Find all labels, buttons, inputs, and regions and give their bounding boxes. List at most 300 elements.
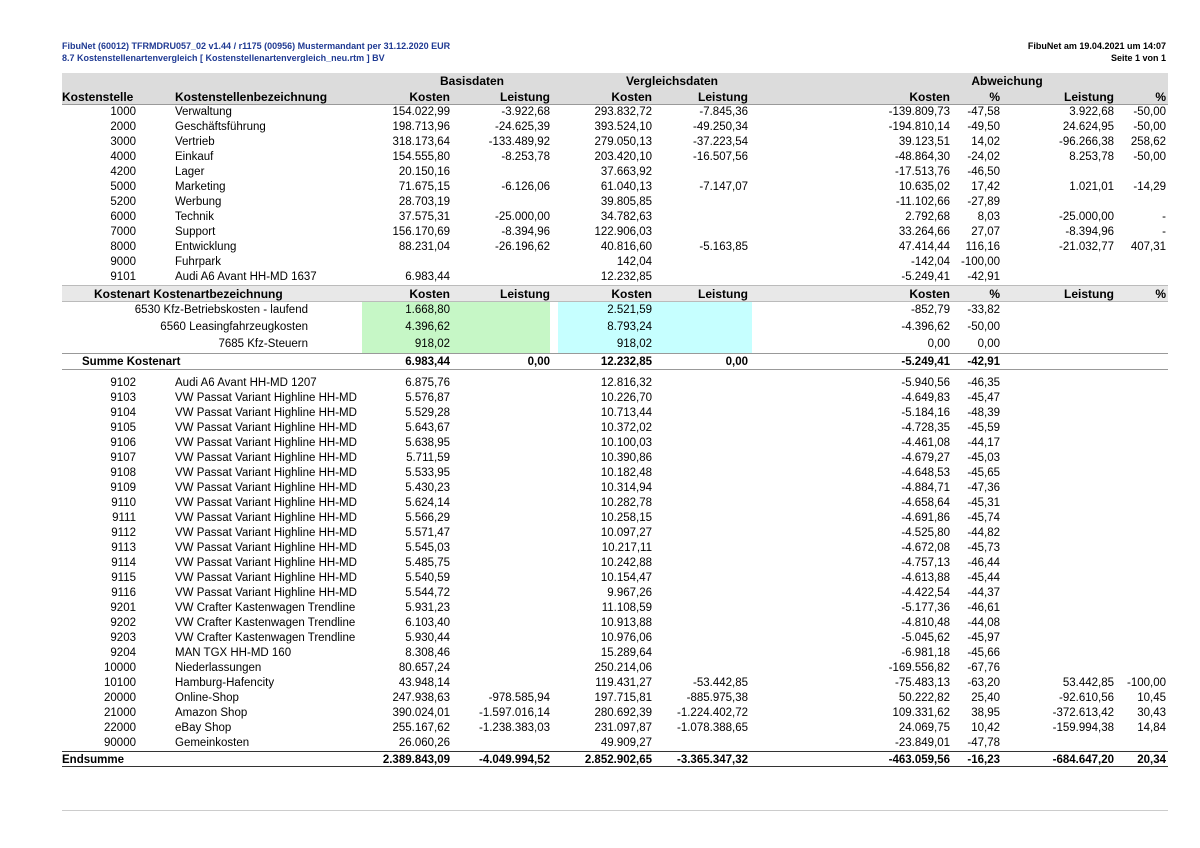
abw-kosten: -11.102,66 — [895, 196, 950, 208]
kostenstellen-rows-top — [62, 105, 1168, 285]
vergleich-leistung — [648, 195, 748, 210]
vergleich-kosten: 10.226,70 — [600, 392, 652, 404]
basis-leistung — [450, 511, 550, 526]
basis-kosten: 255.167,62 — [392, 722, 450, 734]
table-row — [62, 526, 1168, 541]
basis-kosten: 20.150,16 — [398, 166, 450, 178]
vergleich-leistung: -1.224.402,72 — [677, 707, 748, 719]
abw-pct: 38,95 — [971, 707, 1000, 719]
vergleich-kosten: 10.713,44 — [600, 407, 652, 419]
vergleich-leistung — [648, 526, 748, 541]
vergleich-kosten: 293.832,72 — [594, 106, 652, 118]
basis-kosten: 88.231,04 — [398, 241, 450, 253]
basis-leistung — [450, 616, 550, 631]
table-row — [62, 676, 1168, 691]
table-row — [62, 631, 1168, 646]
kst-bezeichnung: VW Crafter Kastenwagen Trendline — [175, 602, 356, 614]
abw-kosten: -4.461,08 — [901, 437, 950, 449]
table-row — [62, 391, 1168, 406]
abw-leistung: 1.021,01 — [1069, 181, 1114, 193]
abw-leistung — [1010, 436, 1114, 451]
basis-kosten: 5.711,59 — [406, 452, 450, 464]
kst-number: 21000 — [104, 707, 136, 719]
table-row — [62, 210, 1168, 225]
table-row — [62, 481, 1168, 496]
ka-col-vergleich-leistung: Leistung — [698, 287, 748, 301]
abw-leistung — [1010, 616, 1114, 631]
vergleich-kosten: 393.524,10 — [594, 121, 652, 133]
abw-leistung-pct: -100,00 — [1126, 677, 1166, 689]
vergleich-kosten: 10.258,15 — [600, 512, 652, 524]
ka-abw-kosten: -852,79 — [910, 304, 950, 316]
kostenart-rows — [62, 302, 1168, 353]
kst-number: 9115 — [111, 572, 136, 584]
vergleich-kosten: 61.040,13 — [600, 181, 652, 193]
vergleich-leistung — [648, 210, 748, 225]
basis-leistung: -3.922,68 — [501, 106, 550, 118]
report-header-right-2: Seite 1 von 1 — [1110, 53, 1166, 63]
basis-kosten: 6.103,40 — [405, 617, 450, 629]
abw-leistung-pct: -50,00 — [1133, 121, 1166, 133]
ka-col-abw-pct: % — [989, 287, 1000, 301]
abw-pct: 8,03 — [977, 211, 1000, 223]
kst-number: 4000 — [110, 151, 136, 163]
kst-bezeichnung: Entwicklung — [175, 241, 237, 253]
basis-kosten: 5.566,29 — [405, 512, 450, 524]
abw-leistung — [1010, 736, 1114, 751]
abw-leistung — [1010, 376, 1114, 391]
abw-pct: -46,35 — [967, 377, 1000, 389]
report-header-left-2: 8.7 Kostenstellenartenvergleich [ Kostenstellenartenvergleich_neu.rtm ] BV — [62, 53, 385, 63]
abw-kosten: -5.184,16 — [901, 407, 950, 419]
vergleich-kosten: 39.805,85 — [600, 196, 652, 208]
vergleich-leistung: -1.078.388,65 — [677, 722, 748, 734]
abw-leistung-pct — [1114, 646, 1166, 661]
abw-pct: 10,42 — [971, 722, 1000, 734]
ka-basis-kosten: 918,02 — [362, 336, 550, 353]
abw-pct: -45,03 — [967, 452, 1000, 464]
abw-kosten: 39.123,51 — [898, 136, 950, 148]
vergleich-leistung — [648, 421, 748, 436]
abw-pct: -47,78 — [967, 737, 1000, 749]
ka-abw-kosten: -4.396,62 — [901, 321, 950, 333]
ka-abw-pct: 0,00 — [977, 338, 1000, 350]
basis-leistung — [450, 526, 550, 541]
abw-pct: -45,97 — [967, 632, 1000, 644]
table-row — [62, 376, 1168, 391]
basis-kosten: 5.540,59 — [405, 572, 450, 584]
abw-leistung: 3.922,68 — [1069, 106, 1114, 118]
report-header-right-1: FibuNet am 19.04.2021 um 14:07 — [1027, 41, 1166, 51]
abw-kosten: -4.649,83 — [901, 392, 950, 404]
abw-kosten: -4.648,53 — [901, 467, 950, 479]
ka-basis-kosten: 1.668,80 — [362, 302, 550, 319]
table-row — [62, 646, 1168, 661]
vergleich-kosten: 10.217,11 — [601, 542, 652, 554]
col-basis-kosten: Kosten — [409, 90, 450, 104]
endsumme-row — [62, 751, 1168, 767]
vergleich-kosten: 11.108,59 — [601, 602, 652, 614]
abw-pct: 27,07 — [971, 226, 1000, 238]
abw-leistung — [1010, 466, 1114, 481]
abw-leistung-pct — [1114, 556, 1166, 571]
kst-number: 8000 — [110, 241, 136, 253]
summe-basis-leistung: 0,00 — [527, 356, 550, 368]
basis-kosten: 198.713,96 — [392, 121, 450, 133]
vergleich-kosten: 10.282,78 — [600, 497, 652, 509]
abw-leistung — [1010, 195, 1114, 210]
abw-leistung-pct — [1114, 270, 1166, 285]
summe-abw-kosten: -5.249,41 — [901, 356, 950, 368]
vergleich-kosten: 10.314,94 — [600, 482, 652, 494]
kst-number: 22000 — [104, 722, 136, 734]
kst-number: 9104 — [110, 407, 136, 419]
endsumme-abw-leistung-pct: 20,34 — [1137, 754, 1166, 766]
kst-number: 9204 — [110, 647, 136, 659]
vergleich-leistung — [648, 586, 748, 601]
kst-bezeichnung: VW Passat Variant Highline HH-MD — [175, 527, 357, 539]
basis-leistung — [450, 661, 550, 676]
kst-number: 9114 — [111, 557, 136, 569]
vergleich-leistung: -49.250,34 — [693, 121, 748, 133]
vergleich-kosten: 250.214,06 — [594, 662, 652, 674]
vergleich-leistung — [648, 601, 748, 616]
basis-kosten: 5.545,03 — [405, 542, 450, 554]
abw-kosten: -48.864,30 — [895, 151, 950, 163]
vergleich-kosten: 122.906,03 — [594, 226, 652, 238]
table-row — [62, 541, 1168, 556]
abw-kosten: -5.940,56 — [901, 377, 950, 389]
kst-bezeichnung: VW Passat Variant Highline HH-MD — [175, 482, 357, 494]
kst-number: 9105 — [110, 422, 136, 434]
abw-kosten: -17.513,76 — [895, 166, 950, 178]
ka-abw-pct: -33,82 — [967, 304, 1000, 316]
abw-pct: -45,31 — [967, 497, 1000, 509]
abw-pct: -46,50 — [967, 166, 1000, 178]
abw-pct: -45,74 — [967, 512, 1000, 524]
vergleich-leistung — [648, 511, 748, 526]
kst-number: 2000 — [110, 121, 136, 133]
abw-pct: -45,47 — [967, 392, 1000, 404]
table-row — [62, 661, 1168, 676]
basis-kosten: 5.638,95 — [405, 437, 450, 449]
vergleich-kosten: 10.913,88 — [600, 617, 652, 629]
abw-leistung-pct: 258,62 — [1130, 136, 1166, 148]
abw-pct: -63,20 — [967, 677, 1000, 689]
kst-bezeichnung: VW Passat Variant Highline HH-MD — [175, 572, 357, 584]
kst-bezeichnung: Gemeinkosten — [175, 737, 250, 749]
abw-leistung-pct — [1114, 571, 1166, 586]
abw-leistung: -8.394,96 — [1065, 226, 1114, 238]
basis-leistung — [450, 165, 550, 180]
basis-leistung — [450, 601, 550, 616]
table-row — [62, 406, 1168, 421]
kst-number: 9113 — [111, 542, 136, 554]
kostenart-label: 6560 Leasingfahrzeugkosten — [160, 321, 308, 333]
basis-kosten: 5.931,23 — [405, 602, 450, 614]
abw-leistung-pct — [1114, 541, 1166, 556]
endsumme-vergleich-kosten: 2.852.902,65 — [584, 754, 652, 766]
kst-bezeichnung: VW Passat Variant Highline HH-MD — [175, 557, 357, 569]
kst-number: 20000 — [104, 692, 136, 704]
abw-kosten: -4.658,64 — [901, 497, 950, 509]
abw-kosten: -6.981,18 — [901, 647, 950, 659]
table-row — [62, 556, 1168, 571]
basis-leistung — [450, 481, 550, 496]
ka-basis-kosten: 4.396,62 — [362, 319, 550, 336]
table-row — [62, 165, 1168, 180]
table-row — [62, 150, 1168, 165]
kst-bezeichnung: Fuhrpark — [175, 256, 222, 268]
kst-bezeichnung: Marketing — [175, 181, 226, 193]
abw-kosten: 24.069,75 — [898, 722, 950, 734]
kst-number: 5200 — [110, 196, 136, 208]
ka-col-basis-kosten: Kosten — [409, 287, 450, 301]
abw-leistung — [1010, 526, 1114, 541]
basis-kosten: 318.173,64 — [392, 136, 450, 148]
col-abw-leistung-pct: % — [1155, 90, 1166, 104]
table-row — [62, 706, 1168, 721]
kostenart-row — [62, 302, 1168, 319]
abw-leistung — [1010, 586, 1114, 601]
abw-leistung: -372.613,42 — [1052, 707, 1114, 719]
basis-kosten: 28.703,19 — [398, 196, 450, 208]
abw-leistung — [1010, 270, 1114, 285]
kst-number: 9110 — [111, 497, 136, 509]
summe-kostenart-row — [62, 353, 1168, 370]
abw-kosten: -4.613,88 — [901, 572, 950, 584]
table-row — [62, 195, 1168, 210]
abw-leistung-pct: 10,45 — [1137, 692, 1166, 704]
summe-basis-kosten: 6.983,44 — [405, 356, 450, 368]
kst-number: 3000 — [110, 136, 136, 148]
vergleich-leistung — [648, 661, 748, 676]
col-bezeichnung: Kostenstellenbezeichnung — [175, 90, 328, 104]
abw-leistung — [1010, 165, 1114, 180]
col-vergleich-leistung: Leistung — [698, 90, 748, 104]
abw-pct: -27,89 — [967, 196, 1000, 208]
endsumme-abw-pct: -16,23 — [967, 754, 1000, 766]
abw-leistung-pct — [1114, 601, 1166, 616]
vergleich-leistung — [648, 481, 748, 496]
vergleich-kosten: 15.289,64 — [600, 647, 652, 659]
kst-bezeichnung: Technik — [175, 211, 214, 223]
abw-leistung: -21.032,77 — [1059, 241, 1114, 253]
abw-pct: -45,66 — [967, 647, 1000, 659]
abw-leistung-pct — [1114, 436, 1166, 451]
basis-kosten: 37.575,31 — [398, 211, 450, 223]
kst-bezeichnung: eBay Shop — [175, 722, 232, 734]
basis-leistung — [450, 270, 550, 285]
col-kostenstelle: Kostenstelle — [62, 90, 134, 104]
vergleich-kosten: 279.050,13 — [594, 136, 652, 148]
ka-vergleich-kosten: 8.793,24 — [558, 319, 752, 336]
abw-pct: -45,65 — [967, 467, 1000, 479]
kst-number: 4200 — [110, 166, 136, 178]
abw-leistung: 53.442,85 — [1062, 677, 1114, 689]
basis-leistung: -978.585,94 — [488, 692, 550, 704]
kst-bezeichnung: Einkauf — [175, 151, 214, 163]
abw-leistung-pct: - — [1162, 226, 1166, 238]
kst-bezeichnung: Hamburg-Hafencity — [175, 677, 275, 689]
vergleich-leistung — [648, 541, 748, 556]
endsumme-abw-leistung: -684.647,20 — [1052, 754, 1114, 766]
abw-leistung-pct: -50,00 — [1133, 106, 1166, 118]
vergleich-kosten: 10.097,27 — [600, 527, 652, 539]
vergleich-leistung — [648, 466, 748, 481]
report-header-left-1: FibuNet (60012) TFRMDRU057_02 v1.44 / r1175 (00956) Mustermandant per 31.12.2020 EUR — [62, 41, 451, 51]
vergleich-kosten: 10.154,47 — [600, 572, 652, 584]
abw-leistung-pct — [1114, 376, 1166, 391]
basis-leistung — [450, 466, 550, 481]
kst-bezeichnung: VW Passat Variant Highline HH-MD — [175, 497, 357, 509]
vergleich-kosten: 10.976,06 — [600, 632, 652, 644]
vergleich-leistung — [648, 631, 748, 646]
abw-leistung-pct: 407,31 — [1130, 241, 1166, 253]
basis-kosten: 43.948,14 — [398, 677, 450, 689]
table-row — [62, 255, 1168, 270]
abw-pct: -45,59 — [967, 422, 1000, 434]
kst-bezeichnung: VW Passat Variant Highline HH-MD — [175, 422, 357, 434]
table-row — [62, 691, 1168, 706]
abw-pct: -47,36 — [967, 482, 1000, 494]
abw-leistung-pct: -50,00 — [1133, 151, 1166, 163]
vergleich-leistung — [648, 270, 748, 285]
abw-leistung — [1010, 391, 1114, 406]
abw-leistung — [1010, 556, 1114, 571]
ka-abw-kosten: 0,00 — [927, 338, 950, 350]
table-row — [62, 511, 1168, 526]
kst-bezeichnung: VW Passat Variant Highline HH-MD — [175, 542, 357, 554]
basis-kosten: 6.875,76 — [405, 377, 450, 389]
vergleich-leistung — [648, 736, 748, 751]
kst-number: 10100 — [104, 677, 136, 689]
kst-number: 7000 — [110, 226, 136, 238]
kst-bezeichnung: Support — [175, 226, 216, 238]
basis-kosten: 6.983,44 — [405, 271, 450, 283]
vergleich-leistung: -16.507,56 — [693, 151, 748, 163]
vergleich-leistung — [648, 496, 748, 511]
abw-kosten: -5.045,62 — [901, 632, 950, 644]
kst-bezeichnung: Werbung — [175, 196, 222, 208]
abw-kosten: -4.884,71 — [901, 482, 950, 494]
abw-kosten: -23.849,01 — [895, 737, 950, 749]
abw-pct: -42,91 — [967, 271, 1000, 283]
vergleich-kosten: 10.390,86 — [600, 452, 652, 464]
table-row — [62, 601, 1168, 616]
vergleich-leistung: -7.147,07 — [699, 181, 748, 193]
abw-leistung-pct — [1114, 255, 1166, 270]
kst-number: 9109 — [110, 482, 136, 494]
ka-col-label: Kostenart Kostenartbezeichnung — [94, 287, 283, 301]
vergleich-kosten: 9.967,26 — [607, 587, 652, 599]
abw-leistung — [1010, 601, 1114, 616]
abw-leistung-pct — [1114, 406, 1166, 421]
kst-bezeichnung: VW Passat Variant Highline HH-MD — [175, 452, 357, 464]
basis-kosten: 390.024,01 — [392, 707, 450, 719]
basis-kosten: 5.485,75 — [405, 557, 450, 569]
abw-leistung — [1010, 631, 1114, 646]
ka-col-basis-leistung: Leistung — [500, 287, 550, 301]
ka-col-abw-kosten: Kosten — [909, 287, 950, 301]
vergleich-leistung — [648, 406, 748, 421]
abw-leistung: -92.610,56 — [1059, 692, 1114, 704]
abw-leistung-pct — [1114, 421, 1166, 436]
kst-number: 9111 — [112, 512, 136, 524]
basis-leistung: -8.253,78 — [501, 151, 550, 163]
kst-number: 9112 — [111, 527, 136, 539]
vergleich-leistung — [648, 616, 748, 631]
abw-leistung — [1010, 511, 1114, 526]
basis-kosten: 5.533,95 — [405, 467, 450, 479]
basis-leistung — [450, 421, 550, 436]
basis-leistung: -6.126,06 — [501, 181, 550, 193]
abw-kosten: 47.414,44 — [898, 241, 950, 253]
kst-number: 9103 — [110, 392, 136, 404]
abw-kosten: -4.525,80 — [901, 527, 950, 539]
abw-kosten: 33.264,66 — [898, 226, 950, 238]
abw-pct: 25,40 — [971, 692, 1000, 704]
abw-pct: -45,73 — [967, 542, 1000, 554]
kst-number: 9000 — [110, 256, 136, 268]
footer-divider — [62, 810, 1168, 811]
kst-bezeichnung: VW Passat Variant Highline HH-MD — [175, 437, 357, 449]
basis-leistung — [450, 391, 550, 406]
vergleich-leistung — [648, 436, 748, 451]
abw-leistung-pct: -14,29 — [1133, 181, 1166, 193]
abw-leistung — [1010, 496, 1114, 511]
abw-leistung-pct: - — [1162, 211, 1166, 223]
basis-kosten: 5.576,87 — [405, 392, 450, 404]
group-header-row — [62, 73, 1168, 89]
col-abw-pct: % — [989, 90, 1000, 104]
table-row — [62, 180, 1168, 195]
abw-pct: -44,17 — [967, 437, 1000, 449]
abw-kosten: 2.792,68 — [905, 211, 950, 223]
endsumme-vergleich-leistung: -3.365.347,32 — [677, 754, 748, 766]
summe-label: Summe Kostenart — [82, 356, 181, 368]
table-row — [62, 120, 1168, 135]
abw-pct: 14,02 — [971, 136, 1000, 148]
abw-kosten: -139.809,73 — [888, 106, 950, 118]
vergleich-kosten: 10.242,88 — [600, 557, 652, 569]
ka-col-abw-leistung: Leistung — [1064, 287, 1114, 301]
kst-bezeichnung: VW Passat Variant Highline HH-MD — [175, 587, 357, 599]
table-row — [62, 225, 1168, 240]
vergleich-leistung: -5.163,85 — [699, 241, 748, 253]
abw-pct: 116,16 — [965, 241, 1000, 253]
table-row — [62, 421, 1168, 436]
kst-number: 9116 — [111, 587, 136, 599]
table-row — [62, 466, 1168, 481]
abw-kosten: -4.728,35 — [901, 422, 950, 434]
kst-number: 6000 — [110, 211, 136, 223]
group-vergleichsdaten: Vergleichsdaten — [625, 74, 719, 88]
basis-kosten: 8.308,46 — [405, 647, 450, 659]
kst-number: 9108 — [110, 467, 136, 479]
abw-leistung — [1010, 646, 1114, 661]
vergleich-leistung: -53.442,85 — [693, 677, 748, 689]
vergleich-kosten: 37.663,92 — [600, 166, 652, 178]
abw-leistung-pct: 14,84 — [1137, 722, 1166, 734]
abw-leistung-pct — [1114, 586, 1166, 601]
abw-leistung: -25.000,00 — [1059, 211, 1114, 223]
basis-leistung: -25.000,00 — [495, 211, 550, 223]
table-row — [62, 105, 1168, 120]
abw-kosten: -4.672,08 — [901, 542, 950, 554]
abw-leistung — [1010, 481, 1114, 496]
table-row — [62, 721, 1168, 736]
